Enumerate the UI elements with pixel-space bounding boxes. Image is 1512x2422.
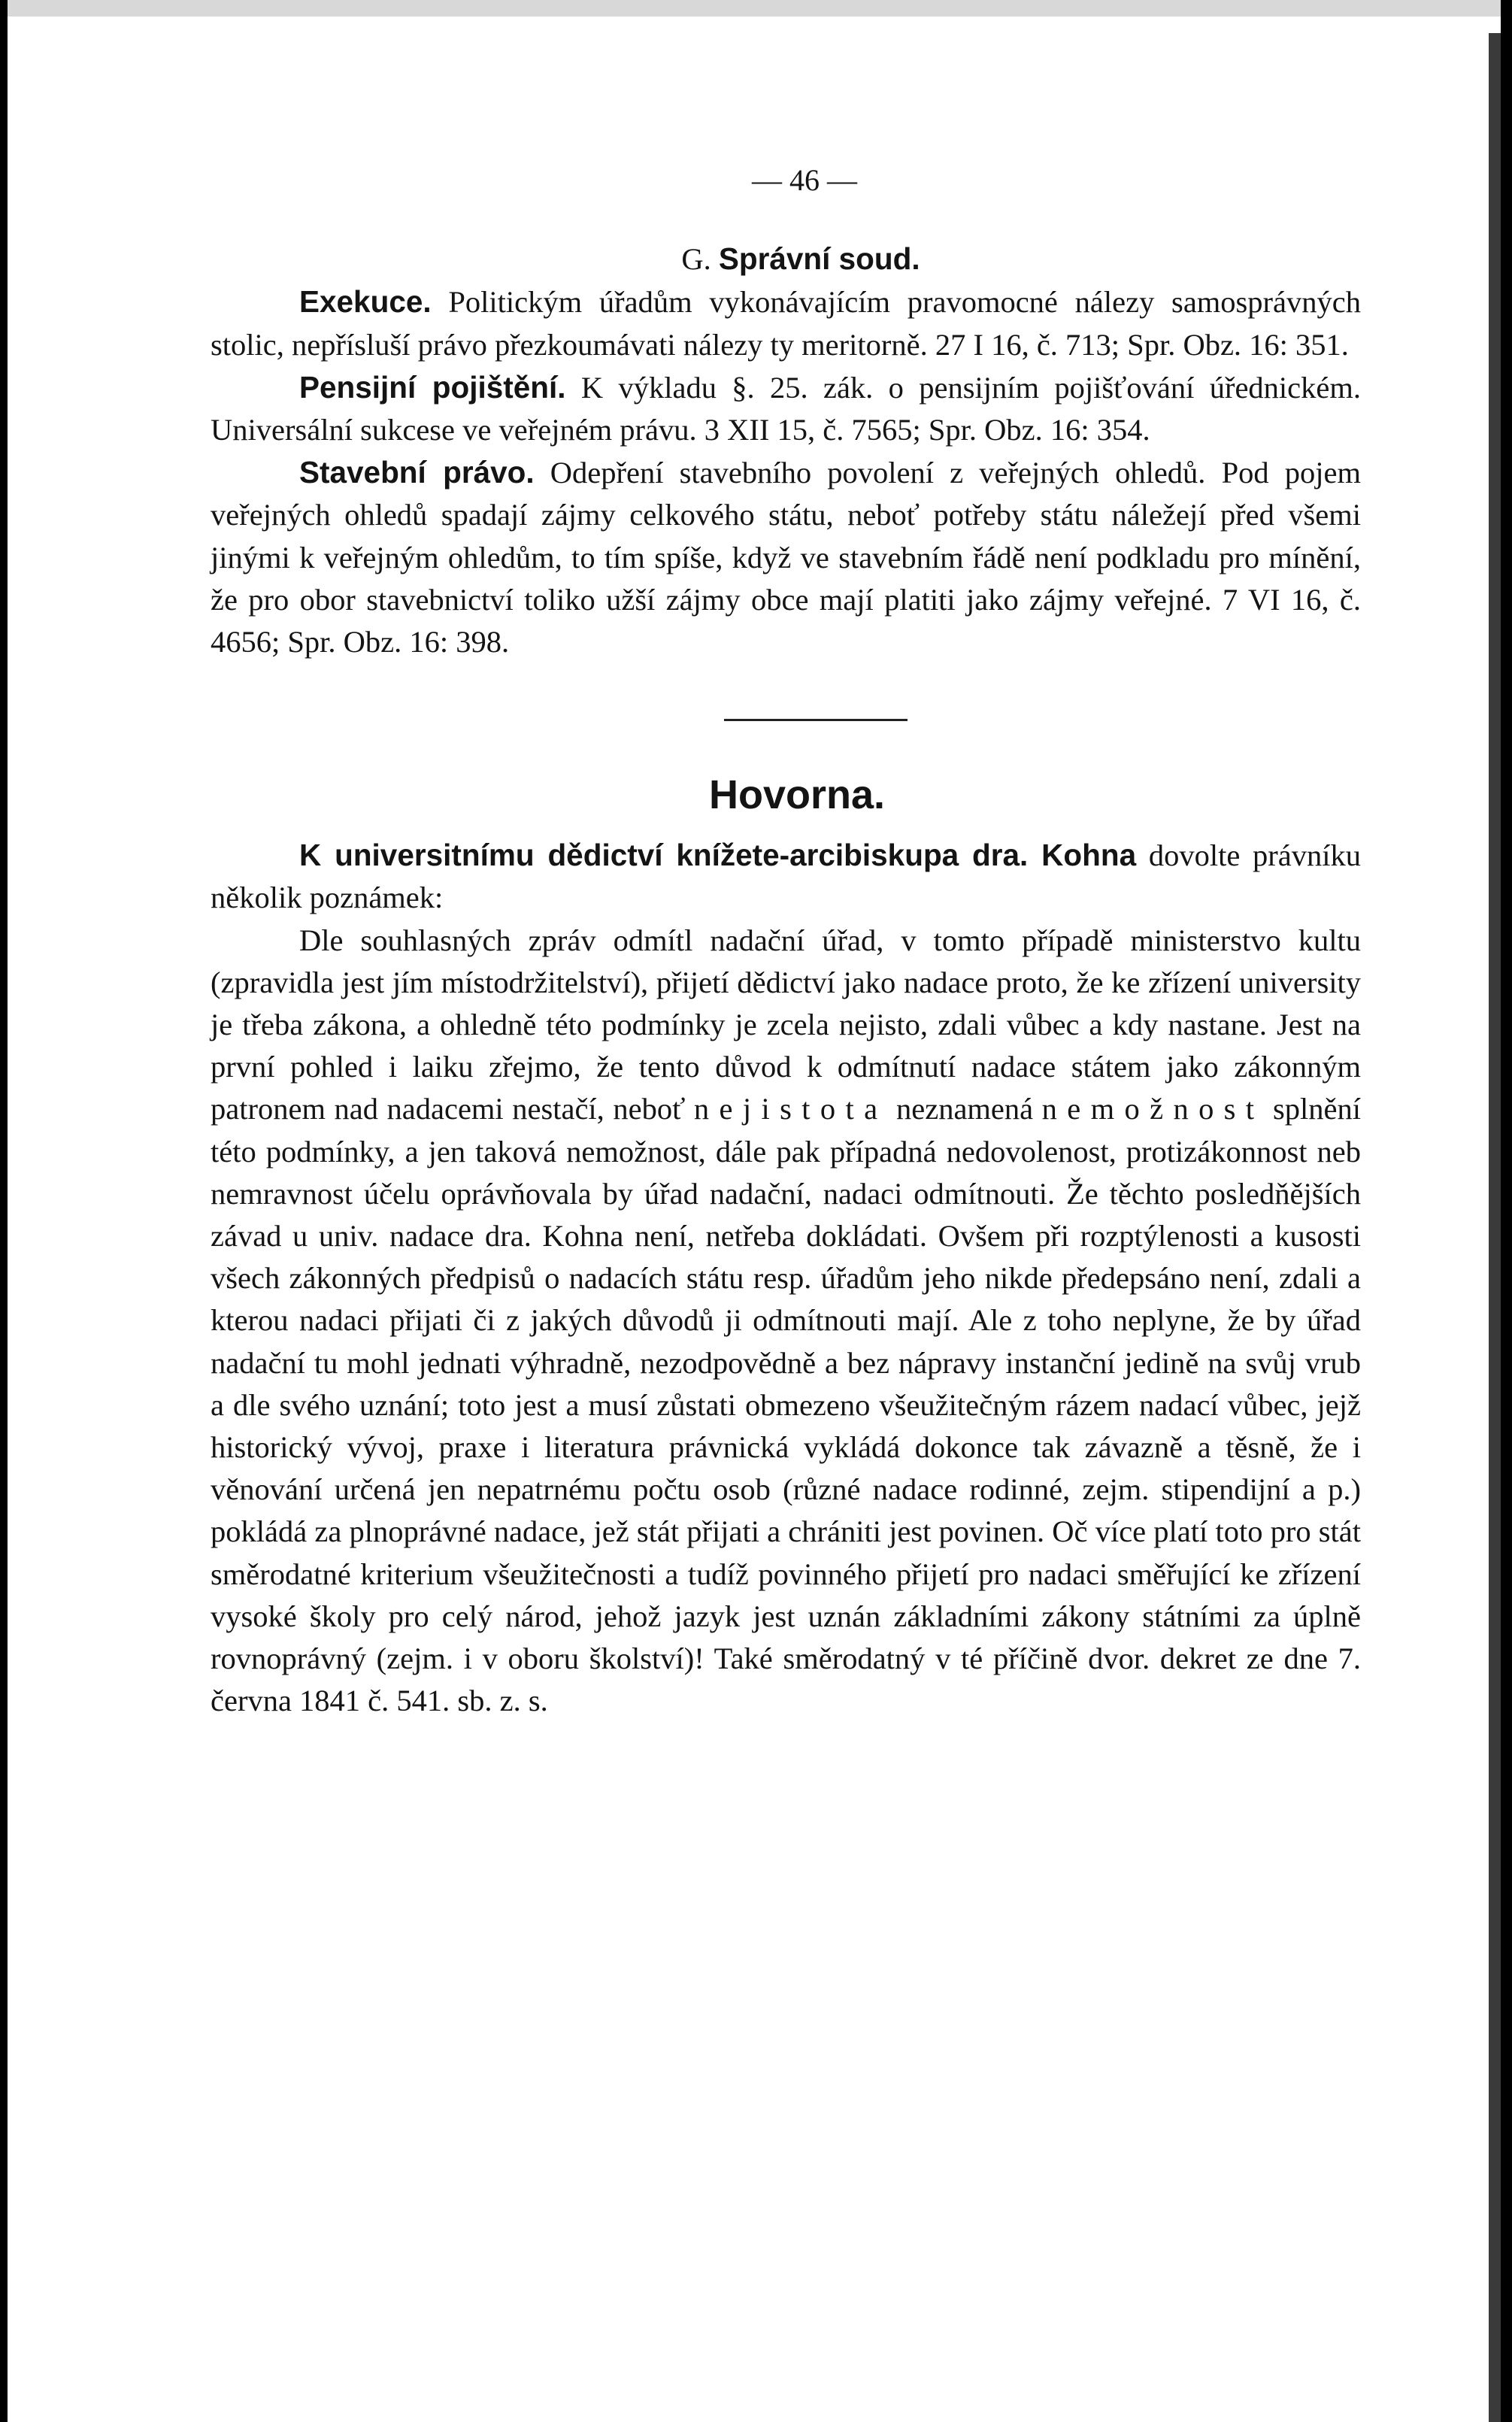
entry-text: Politickým úřadům vykonávajícím pravomocné nálezy samosprávných stolic, nepřísluší právo přezkoumávati nálezy ty meritorně. 27 I 16, č. 713; Spr. Obz. 16: 351.	[211, 285, 1361, 362]
entry-pensijni	[211, 366, 1361, 451]
body-part-b: neznamená	[887, 1092, 1042, 1126]
section-title: Správní soud.	[718, 241, 920, 277]
scan-right-edge	[1489, 33, 1501, 2422]
spaced-word-nemoznost: nemožnost	[1041, 1092, 1265, 1126]
section-letter: G.	[681, 242, 711, 277]
body-part-a: Dle souhlasných zpráv odmítl nadační úřad, v tomto případě ministerstvo kultu (zpravidla jest jím místodržitelství), přijetí dědictví jako nadace proto, že ke zřízení university je třeba zákona, a ohledně této podmínky je zcela nejisto, zdali vůbec a kdy nastane. Jest na první pohled i laiku zřejmo, že tento důvod k odmítnutí nadace státem jako zákonným patronem nad nadacemi nestačí, neboť	[211, 923, 1361, 1126]
hovorna-body	[211, 920, 1361, 1723]
page-content	[211, 159, 1361, 1723]
body-part-c: splnění této podmínky, a jen taková nemožnost, dále pak případná nedovolenost, protizákonnost neb nemravnost účelu oprávňovala by úřad nadační, nadaci odmítnouti. Že těchto posledňějších závad u univ. nadace dra. Kohna není, netřeba dokládati. Ovšem při rozptýlenosti a kusosti všech zákonných předpisů o nadacích státu resp. úřadům jeho nikde předepsáno není, zdali a kterou nadaci přijati či z jakých důvodů ji odmítnouti mají. Ale z toho neplyne, že by úřad nadační tu mohl jednati výhradně, nezodpovědně a bez nápravy instanční jedině na svůj vrub a dle svého uznání; toto jest a musí zůstati obmezeno všeužitečným rázem nadací vůbec, jejž historický vývoj, praxe i literatura právnická vykládá dokonce tak závazně a těsně, že i věnování určená jen nepatrnému počtu osob (různé nadace rodinné, zejm. stipendijní a p.) pokládá za plnoprávné nadace, jež stát přijati a chrániti jest povinen. Oč více platí toto pro stát směrodatné kriterium všeužitečnosti a tudíž povinného přijetí pro nadaci směřující ke zřízení vysoké školy pro celý národ, jehož jazyk jest uznán základními zákony státními za úplně rovnoprávný (zejm. i v oboru školství)! Také směrodatný v té příčině dvor. dekret ze dne 7. června 1841 č. 541. sb. z. s.	[211, 1092, 1361, 1718]
entry-head: Exekuce.	[299, 284, 432, 320]
page-number: — 46 —	[752, 163, 857, 197]
spaced-word-nejistota: nejistota	[693, 1092, 888, 1126]
hovorna-intro	[211, 834, 1361, 919]
entry-head: Pensijní pojištění.	[299, 369, 566, 405]
entry-head: Stavební právo.	[299, 455, 535, 490]
document-page	[8, 17, 1501, 2422]
intro-text: dovolte právníku několik poznámek:	[211, 838, 1361, 915]
intro-head: K universitnímu dědictví knížete-arcibiskupa dra. Kohna	[299, 838, 1137, 873]
entry-text: K výkladu §. 25. zák. o pensijním pojišťování úřednickém. Universální sukcese ve veřejném právu. 3 XII 15, č. 7565; Spr. Obz. 16: 354.	[211, 370, 1361, 447]
section-heading	[241, 238, 1361, 280]
entry-stavebni	[211, 451, 1361, 663]
scan-top-edge	[8, 0, 1501, 17]
entry-text: Odepření stavebního povolení z veřejných ohledů. Pod pojem veřejných ohledů spadají zájmy celkového státu, neboť potřeby státu náležejí před všemi jinými k veřejným ohledům, to tím spíše, když ve stavebním řádě není podkladu pro mínění, že pro obor stavebnictví toliko užší zájmy obce mají platiti jako zájmy veřejné. 7 VI 16, č. 4656; Spr. Obz. 16: 398.	[211, 456, 1361, 659]
hovorna-title: Hovorna.	[708, 772, 886, 818]
entry-exekuce	[211, 280, 1361, 365]
section-divider	[724, 719, 908, 721]
